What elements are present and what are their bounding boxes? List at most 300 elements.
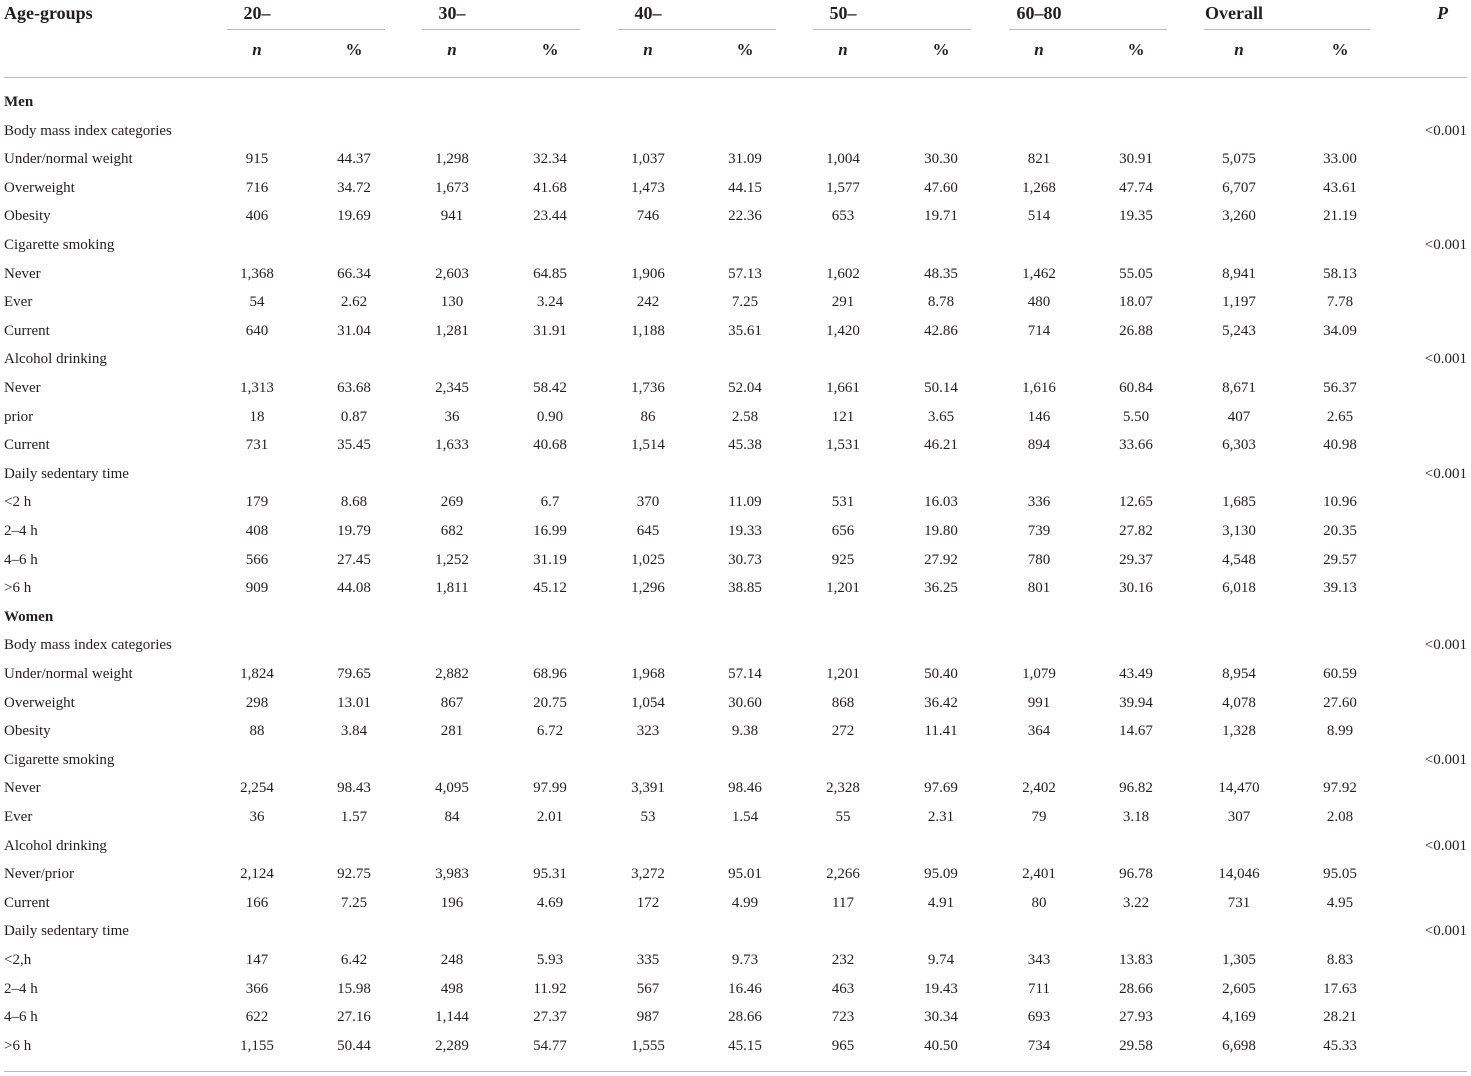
group-underline bbox=[422, 29, 580, 30]
n-cell: 172 bbox=[636, 894, 660, 911]
n-cell: 36 bbox=[444, 408, 460, 425]
percent-cell: 57.14 bbox=[728, 666, 762, 682]
table-row bbox=[0, 148, 1471, 170]
n-cell: 3,130 bbox=[1222, 523, 1256, 539]
n-cell: 291 bbox=[831, 294, 855, 311]
n-cell: 407 bbox=[1227, 408, 1251, 425]
n-cell: 801 bbox=[1027, 580, 1051, 597]
percent-cell: 40.68 bbox=[533, 437, 567, 454]
percent-cell: 40.98 bbox=[1323, 437, 1357, 454]
n-cell: 3,260 bbox=[1222, 208, 1256, 225]
percent-cell: 45.38 bbox=[728, 437, 762, 454]
p-value-cell: <0.001 bbox=[1424, 465, 1467, 482]
percent-cell: 8.68 bbox=[340, 494, 368, 511]
percent-cell: 48.35 bbox=[924, 265, 958, 282]
n-cell: 18 bbox=[249, 408, 265, 425]
n-cell: 4,078 bbox=[1222, 694, 1256, 711]
percent-subheader: % bbox=[736, 40, 754, 59]
group-underline bbox=[227, 29, 385, 30]
percent-cell: 1.54 bbox=[731, 809, 759, 825]
n-cell: 1,054 bbox=[631, 694, 665, 711]
table-row bbox=[0, 406, 1471, 428]
table-row bbox=[0, 577, 1471, 599]
p-value-cell: <0.001 bbox=[1424, 751, 1467, 768]
percent-cell: 30.34 bbox=[924, 1009, 958, 1026]
percent-cell: 19.71 bbox=[924, 208, 958, 225]
n-subheader: n bbox=[1034, 40, 1044, 59]
percent-cell: 16.46 bbox=[728, 980, 762, 997]
row-label: Obesity bbox=[4, 723, 51, 740]
n-cell: 406 bbox=[245, 208, 269, 225]
percent-cell: 28.66 bbox=[728, 1009, 762, 1026]
percent-cell: 27.37 bbox=[533, 1009, 567, 1026]
percent-cell: 30.60 bbox=[728, 694, 762, 711]
n-cell: 366 bbox=[245, 980, 269, 997]
category-row bbox=[0, 348, 1471, 370]
n-cell: 1,252 bbox=[435, 551, 469, 568]
percent-cell: 11.92 bbox=[533, 980, 567, 997]
percent-cell: 30.16 bbox=[1119, 580, 1153, 597]
n-cell: 343 bbox=[1027, 952, 1051, 968]
n-cell: 1,462 bbox=[1022, 265, 1056, 282]
n-cell: 1,685 bbox=[1222, 494, 1256, 511]
percent-cell: 97.69 bbox=[924, 780, 958, 797]
percent-cell: 29.37 bbox=[1119, 551, 1153, 568]
percent-cell: 57.13 bbox=[728, 265, 762, 282]
n-cell: 1,296 bbox=[631, 580, 665, 597]
percent-cell: 66.34 bbox=[337, 265, 371, 282]
category-label: Alcohol drinking bbox=[4, 837, 107, 854]
group-underline bbox=[618, 29, 776, 30]
category-row bbox=[0, 463, 1471, 485]
percent-cell: 9.38 bbox=[731, 723, 759, 740]
n-cell: 1,305 bbox=[1222, 952, 1256, 968]
table-row bbox=[0, 692, 1471, 714]
percent-cell: 12.65 bbox=[1119, 494, 1153, 511]
percent-cell: 4.99 bbox=[731, 894, 759, 911]
section-row bbox=[0, 91, 1471, 113]
percent-cell: 46.21 bbox=[924, 437, 958, 454]
percent-cell: 2.31 bbox=[927, 809, 955, 825]
n-cell: 1,197 bbox=[1222, 294, 1256, 311]
percent-cell: 10.96 bbox=[1323, 494, 1357, 511]
n-cell: 2,402 bbox=[1022, 780, 1056, 797]
percent-cell: 79.65 bbox=[337, 666, 371, 682]
n-cell: 1,906 bbox=[631, 265, 665, 282]
percent-cell: 0.90 bbox=[536, 408, 564, 425]
n-cell: 335 bbox=[636, 952, 660, 968]
percent-cell: 36.25 bbox=[924, 580, 958, 597]
n-cell: 54 bbox=[249, 294, 265, 311]
percent-cell: 19.80 bbox=[924, 523, 958, 539]
n-cell: 1,144 bbox=[435, 1009, 469, 1026]
n-cell: 941 bbox=[440, 208, 464, 225]
n-cell: 3,391 bbox=[631, 780, 665, 797]
percent-cell: 3.22 bbox=[1122, 894, 1150, 911]
percent-cell: 95.09 bbox=[924, 866, 958, 883]
percent-cell: 20.75 bbox=[533, 694, 567, 711]
percent-cell: 31.91 bbox=[533, 322, 567, 339]
percent-cell: 96.82 bbox=[1119, 780, 1153, 797]
group-underline bbox=[1204, 29, 1370, 30]
percent-cell: 44.15 bbox=[728, 179, 762, 196]
percent-cell: 4.95 bbox=[1326, 894, 1354, 911]
percent-cell: 29.57 bbox=[1323, 551, 1357, 568]
n-cell: 711 bbox=[1028, 980, 1050, 997]
n-cell: 3,272 bbox=[631, 866, 665, 883]
n-cell: 2,266 bbox=[826, 866, 860, 883]
n-cell: 2,882 bbox=[435, 666, 469, 682]
percent-cell: 45.15 bbox=[728, 1037, 762, 1054]
percent-cell: 16.99 bbox=[533, 523, 567, 539]
n-cell: 714 bbox=[1027, 322, 1051, 339]
percent-cell: 2.08 bbox=[1326, 809, 1354, 825]
n-cell: 498 bbox=[440, 980, 464, 997]
n-cell: 965 bbox=[831, 1037, 855, 1054]
percent-cell: 31.04 bbox=[337, 322, 371, 339]
category-row bbox=[0, 835, 1471, 857]
percent-cell: 56.37 bbox=[1323, 380, 1357, 396]
percent-cell: 30.91 bbox=[1119, 151, 1153, 168]
percent-cell: 47.60 bbox=[924, 179, 958, 196]
percent-cell: 96.78 bbox=[1119, 866, 1153, 883]
n-cell: 272 bbox=[831, 723, 855, 740]
group-underline bbox=[1009, 29, 1167, 30]
percent-cell: 2.65 bbox=[1326, 408, 1354, 425]
percent-cell: 55.05 bbox=[1119, 265, 1153, 282]
n-cell: 780 bbox=[1027, 551, 1051, 568]
n-cell: 1,824 bbox=[240, 666, 274, 682]
n-cell: 6,698 bbox=[1222, 1037, 1256, 1054]
n-cell: 991 bbox=[1027, 694, 1051, 711]
group-underline bbox=[813, 29, 971, 30]
n-cell: 117 bbox=[832, 894, 854, 911]
n-cell: 336 bbox=[1027, 494, 1051, 511]
n-cell: 364 bbox=[1027, 723, 1051, 740]
percent-cell: 39.94 bbox=[1119, 694, 1153, 711]
n-cell: 463 bbox=[831, 980, 855, 997]
category-label: Daily sedentary time bbox=[4, 465, 129, 482]
n-cell: 653 bbox=[831, 208, 855, 225]
percent-cell: 63.68 bbox=[337, 380, 371, 396]
n-cell: 281 bbox=[440, 723, 464, 740]
percent-cell: 58.42 bbox=[533, 380, 567, 396]
percent-cell: 60.59 bbox=[1323, 666, 1357, 682]
row-label: Current bbox=[4, 322, 50, 339]
n-cell: 36 bbox=[249, 809, 265, 825]
percent-cell: 45.33 bbox=[1323, 1037, 1357, 1054]
n-cell: 1,673 bbox=[435, 179, 469, 196]
category-label: Alcohol drinking bbox=[4, 351, 107, 368]
row-label: Ever bbox=[4, 294, 33, 311]
table-row bbox=[0, 806, 1471, 828]
percent-cell: 44.37 bbox=[337, 151, 371, 168]
n-cell: 1,577 bbox=[826, 179, 860, 196]
table-row bbox=[0, 263, 1471, 285]
percent-cell: 9.74 bbox=[927, 952, 955, 968]
percent-cell: 9.73 bbox=[731, 952, 759, 968]
section-row bbox=[0, 606, 1471, 628]
percent-cell: 27.93 bbox=[1119, 1009, 1153, 1026]
percent-cell: 16.03 bbox=[924, 494, 958, 511]
percent-cell: 21.19 bbox=[1323, 208, 1357, 225]
n-cell: 987 bbox=[636, 1009, 660, 1026]
n-cell: 248 bbox=[440, 952, 464, 968]
percent-cell: 54.77 bbox=[533, 1037, 567, 1054]
n-cell: 14,470 bbox=[1218, 780, 1260, 797]
n-cell: 6,707 bbox=[1222, 179, 1256, 196]
category-row bbox=[0, 749, 1471, 771]
n-cell: 868 bbox=[831, 694, 855, 711]
n-cell: 1,004 bbox=[826, 151, 860, 168]
category-row bbox=[0, 920, 1471, 942]
n-cell: 5,075 bbox=[1222, 151, 1256, 168]
n-cell: 86 bbox=[640, 408, 656, 425]
row-label: 4–6 h bbox=[4, 1009, 38, 1026]
row-label: <2,h bbox=[4, 952, 32, 968]
percent-cell: 27.92 bbox=[924, 551, 958, 568]
n-cell: 166 bbox=[245, 894, 269, 911]
table-row bbox=[0, 549, 1471, 571]
category-label: Body mass index categories bbox=[4, 637, 172, 654]
percent-cell: 3.24 bbox=[536, 294, 564, 311]
n-cell: 739 bbox=[1027, 523, 1051, 539]
n-cell: 3,983 bbox=[435, 866, 469, 883]
n-cell: 1,420 bbox=[826, 322, 860, 339]
percent-cell: 31.19 bbox=[533, 551, 567, 568]
group-header-40: 40– bbox=[634, 3, 662, 23]
percent-cell: 14.67 bbox=[1119, 723, 1153, 740]
row-label: >6 h bbox=[4, 580, 32, 597]
n-cell: 1,811 bbox=[435, 580, 469, 597]
n-cell: 1,368 bbox=[240, 265, 274, 282]
percent-cell: 6.7 bbox=[540, 494, 560, 511]
table-row bbox=[0, 434, 1471, 456]
category-row bbox=[0, 634, 1471, 656]
table-row bbox=[0, 491, 1471, 513]
percent-cell: 11.41 bbox=[924, 723, 958, 740]
percent-cell: 17.63 bbox=[1323, 980, 1357, 997]
category-label: Body mass index categories bbox=[4, 122, 172, 139]
row-label: Overweight bbox=[4, 179, 75, 196]
percent-cell: 41.68 bbox=[533, 179, 567, 196]
percent-cell: 3.84 bbox=[340, 723, 368, 740]
percent-subheader: % bbox=[932, 40, 950, 59]
category-label: Cigarette smoking bbox=[4, 751, 115, 768]
percent-cell: 11.09 bbox=[728, 494, 762, 511]
n-cell: 269 bbox=[440, 494, 464, 511]
percent-cell: 29.58 bbox=[1119, 1037, 1153, 1054]
percent-cell: 58.13 bbox=[1323, 265, 1357, 282]
n-cell: 1,328 bbox=[1222, 723, 1256, 740]
percent-cell: 42.86 bbox=[924, 322, 958, 339]
percent-cell: 50.14 bbox=[924, 380, 958, 396]
n-cell: 480 bbox=[1027, 294, 1051, 311]
percent-cell: 15.98 bbox=[337, 980, 371, 997]
percent-cell: 6.72 bbox=[536, 723, 564, 740]
percent-cell: 19.79 bbox=[337, 523, 371, 539]
percent-cell: 5.50 bbox=[1122, 408, 1150, 425]
n-cell: 1,473 bbox=[631, 179, 665, 196]
percent-cell: 3.65 bbox=[927, 408, 955, 425]
n-cell: 6,018 bbox=[1222, 580, 1256, 597]
p-value-cell: <0.001 bbox=[1424, 923, 1467, 940]
percent-cell: 2.01 bbox=[536, 809, 564, 825]
n-subheader: n bbox=[1234, 40, 1244, 59]
n-cell: 894 bbox=[1027, 437, 1051, 454]
section-label: Women bbox=[4, 608, 54, 625]
n-cell: 88 bbox=[249, 723, 265, 740]
table-row bbox=[0, 520, 1471, 542]
p-value-cell: <0.001 bbox=[1424, 237, 1467, 253]
n-cell: 1,555 bbox=[631, 1037, 665, 1054]
table-row bbox=[0, 1006, 1471, 1028]
percent-subheader: % bbox=[541, 40, 559, 59]
table-row bbox=[0, 777, 1471, 799]
percent-cell: 27.82 bbox=[1119, 523, 1153, 539]
n-cell: 323 bbox=[636, 723, 660, 740]
n-cell: 1,531 bbox=[826, 437, 860, 454]
percent-cell: 26.88 bbox=[1119, 322, 1153, 339]
percent-cell: 35.45 bbox=[337, 437, 371, 454]
row-label: 4–6 h bbox=[4, 551, 38, 568]
table-row bbox=[0, 320, 1471, 342]
n-cell: 2,124 bbox=[240, 866, 274, 883]
n-cell: 1,201 bbox=[826, 666, 860, 682]
n-cell: 514 bbox=[1027, 208, 1051, 225]
percent-cell: 1.57 bbox=[340, 809, 368, 825]
percent-cell: 22.36 bbox=[728, 208, 762, 225]
row-label: Never/prior bbox=[4, 866, 74, 883]
percent-cell: 64.85 bbox=[533, 265, 567, 282]
percent-cell: 43.61 bbox=[1323, 179, 1357, 196]
n-cell: 79 bbox=[1031, 809, 1047, 825]
p-value-header: P bbox=[1437, 3, 1448, 23]
n-cell: 80 bbox=[1031, 894, 1047, 911]
percent-cell: 33.66 bbox=[1119, 437, 1153, 454]
percent-cell: 19.69 bbox=[337, 208, 371, 225]
n-cell: 1,268 bbox=[1022, 179, 1056, 196]
n-cell: 2,254 bbox=[240, 780, 274, 797]
row-label: Overweight bbox=[4, 694, 75, 711]
category-label: Cigarette smoking bbox=[4, 237, 115, 253]
n-cell: 723 bbox=[831, 1009, 855, 1026]
percent-cell: 45.12 bbox=[533, 580, 567, 597]
n-cell: 1,155 bbox=[240, 1037, 274, 1054]
n-cell: 408 bbox=[245, 523, 269, 539]
row-label: Ever bbox=[4, 809, 33, 825]
category-row bbox=[0, 234, 1471, 256]
n-cell: 925 bbox=[831, 551, 855, 568]
n-cell: 242 bbox=[636, 294, 660, 311]
n-cell: 682 bbox=[440, 523, 464, 539]
percent-cell: 7.25 bbox=[731, 294, 759, 311]
n-cell: 4,169 bbox=[1222, 1009, 1256, 1026]
p-value-cell: <0.001 bbox=[1424, 837, 1467, 854]
group-header-overall: Overall bbox=[1205, 3, 1263, 23]
n-cell: 915 bbox=[245, 151, 269, 168]
row-label: >6 h bbox=[4, 1037, 32, 1054]
n-cell: 821 bbox=[1027, 151, 1051, 168]
n-cell: 53 bbox=[640, 809, 656, 825]
n-cell: 716 bbox=[245, 179, 269, 196]
n-cell: 8,941 bbox=[1222, 265, 1256, 282]
percent-cell: 44.08 bbox=[337, 580, 371, 597]
percent-cell: 40.50 bbox=[924, 1037, 958, 1054]
n-cell: 196 bbox=[440, 894, 464, 911]
p-value-cell: <0.001 bbox=[1424, 122, 1467, 139]
percent-cell: 4.91 bbox=[927, 894, 955, 911]
table-row bbox=[0, 1035, 1471, 1057]
percent-cell: 31.09 bbox=[728, 151, 762, 168]
percent-cell: 8.99 bbox=[1326, 723, 1354, 740]
header-rule bbox=[4, 77, 1467, 78]
n-cell: 232 bbox=[831, 952, 855, 968]
n-cell: 1,514 bbox=[631, 437, 665, 454]
table-row bbox=[0, 377, 1471, 399]
n-cell: 1,201 bbox=[826, 580, 860, 597]
n-cell: 1,188 bbox=[631, 322, 665, 339]
percent-cell: 5.93 bbox=[536, 952, 564, 968]
percent-cell: 28.21 bbox=[1323, 1009, 1357, 1026]
n-cell: 2,605 bbox=[1222, 980, 1256, 997]
n-cell: 693 bbox=[1027, 1009, 1051, 1026]
age-groups-header: Age-groups bbox=[4, 3, 93, 23]
n-cell: 734 bbox=[1027, 1037, 1051, 1054]
table-row bbox=[0, 291, 1471, 313]
row-label: 2–4 h bbox=[4, 523, 38, 539]
n-cell: 1,736 bbox=[631, 380, 665, 396]
percent-subheader: % bbox=[1331, 40, 1349, 59]
row-label: prior bbox=[4, 408, 34, 425]
n-cell: 731 bbox=[245, 437, 269, 454]
percent-cell: 35.61 bbox=[728, 322, 762, 339]
row-label: Current bbox=[4, 894, 50, 911]
n-cell: 4,095 bbox=[435, 780, 469, 797]
n-cell: 1,037 bbox=[631, 151, 665, 168]
n-subheader: n bbox=[643, 40, 653, 59]
group-header-60-80: 60–80 bbox=[1016, 3, 1062, 23]
n-cell: 746 bbox=[636, 208, 660, 225]
n-cell: 2,603 bbox=[435, 265, 469, 282]
p-value-cell: <0.001 bbox=[1424, 351, 1467, 368]
table-row bbox=[0, 663, 1471, 685]
n-cell: 130 bbox=[440, 294, 464, 311]
table-row bbox=[0, 177, 1471, 199]
percent-cell: 27.16 bbox=[337, 1009, 371, 1026]
n-cell: 1,281 bbox=[435, 322, 469, 339]
row-label: Under/normal weight bbox=[4, 151, 133, 168]
percent-cell: 47.74 bbox=[1119, 179, 1153, 196]
percent-cell: 27.45 bbox=[337, 551, 371, 568]
percent-cell: 19.43 bbox=[924, 980, 958, 997]
bottom-rule bbox=[4, 1071, 1467, 1072]
n-subheader: n bbox=[447, 40, 457, 59]
n-cell: 8,671 bbox=[1222, 380, 1256, 396]
n-cell: 1,079 bbox=[1022, 666, 1056, 682]
percent-cell: 13.83 bbox=[1119, 952, 1153, 968]
percent-cell: 23.44 bbox=[533, 208, 567, 225]
percent-cell: 4.69 bbox=[536, 894, 564, 911]
n-cell: 121 bbox=[831, 408, 855, 425]
n-cell: 146 bbox=[1027, 408, 1051, 425]
percent-cell: 27.60 bbox=[1323, 694, 1357, 711]
n-cell: 5,243 bbox=[1222, 322, 1256, 339]
n-cell: 1,616 bbox=[1022, 380, 1056, 396]
n-cell: 370 bbox=[636, 494, 660, 511]
percent-cell: 95.05 bbox=[1323, 866, 1357, 883]
n-cell: 4,548 bbox=[1222, 551, 1256, 568]
